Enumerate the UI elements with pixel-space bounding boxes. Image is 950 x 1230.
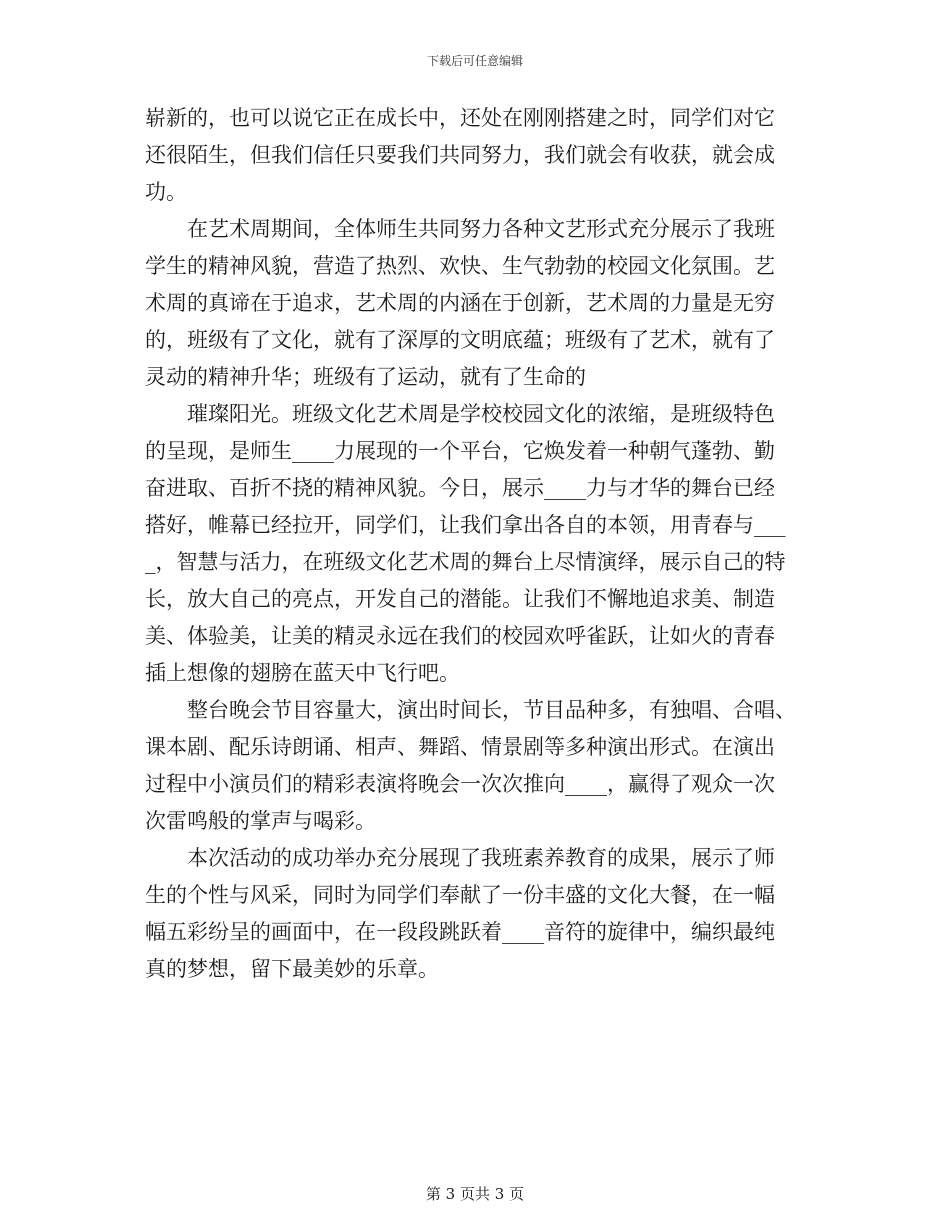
paragraph-start-line: 在艺术周期间，全体师生共同努力各种文艺形式充分展示了我班 bbox=[187, 217, 775, 241]
text-line: 真的梦想，留下最美妙的乐章。 bbox=[145, 957, 439, 981]
text-line: 功。 bbox=[145, 180, 187, 204]
text-line: 生的个性与风采，同时为同学们奉献了一份丰盛的文化大餐，在一幅 bbox=[145, 883, 775, 907]
text-line: 还很陌生，但我们信任只要我们共同努力，我们就会有收获，就会成 bbox=[145, 143, 775, 167]
text-line: 美、体验美，让美的精灵永远在我们的校园欢呼雀跃，让如火的青春 bbox=[145, 624, 775, 648]
text-line: 过程中小演员们的精彩表演将晚会一次次推向____，赢得了观众一次 bbox=[145, 772, 775, 796]
text-line: 的，班级有了文化，就有了深厚的文明底蕴；班级有了艺术，就有了 bbox=[145, 328, 775, 352]
text-line: 学生的精神风貌，营造了热烈、欢快、生气勃勃的校园文化氛围。艺 bbox=[145, 254, 775, 278]
text-line: 的呈现，是师生____力展现的一个平台，它焕发着一种朝气蓬勃、勤 bbox=[145, 439, 775, 463]
text-line: _，智慧与活力，在班级文化艺术周的舞台上尽情演绎，展示自己的特 bbox=[145, 550, 786, 574]
paragraph-start-line: 本次活动的成功举办充分展现了我班素养教育的成果，展示了师 bbox=[187, 846, 775, 870]
text-line: 插上想像的翅膀在蓝天中飞行吧。 bbox=[145, 661, 460, 685]
header-note: 下载后可任意编辑 bbox=[426, 54, 523, 68]
text-line: 次雷鸣般的掌声与喝彩。 bbox=[145, 809, 376, 833]
document-body bbox=[145, 100, 805, 988]
paragraph-start-line: 整台晚会节目容量大，演出时间长，节目品种多，有独唱、合唱、 bbox=[187, 698, 796, 722]
page-number: 第 3 页共 3 页 bbox=[425, 1185, 525, 1203]
text-line: 术周的真谛在于追求，艺术周的内涵在于创新，艺术周的力量是无穷 bbox=[145, 291, 775, 315]
paragraph-start-line: 璀璨阳光。班级文化艺术周是学校校园文化的浓缩，是班级特色 bbox=[187, 402, 775, 426]
text-line: 搭好，帷幕已经拉开，同学们，让我们拿出各自的本领，用青春与___ bbox=[145, 513, 786, 537]
text-line: 长，放大自己的亮点，开发自己的潜能。让我们不懈地追求美、制造 bbox=[145, 587, 775, 611]
text-line: 幅五彩纷呈的画面中，在一段段跳跃着____音符的旋律中，编织最纯 bbox=[145, 920, 775, 944]
text-line: 奋进取、百折不挠的精神风貌。今日，展示____力与才华的舞台已经 bbox=[145, 476, 775, 500]
text-line: 崭新的，也可以说它正在成长中，还处在刚刚搭建之时，同学们对它 bbox=[145, 106, 775, 130]
text-line: 灵动的精神升华；班级有了运动，就有了生命的 bbox=[145, 365, 586, 389]
text-line: 课本剧、配乐诗朗诵、相声、舞蹈、情景剧等多种演出形式。在演出 bbox=[145, 735, 775, 759]
